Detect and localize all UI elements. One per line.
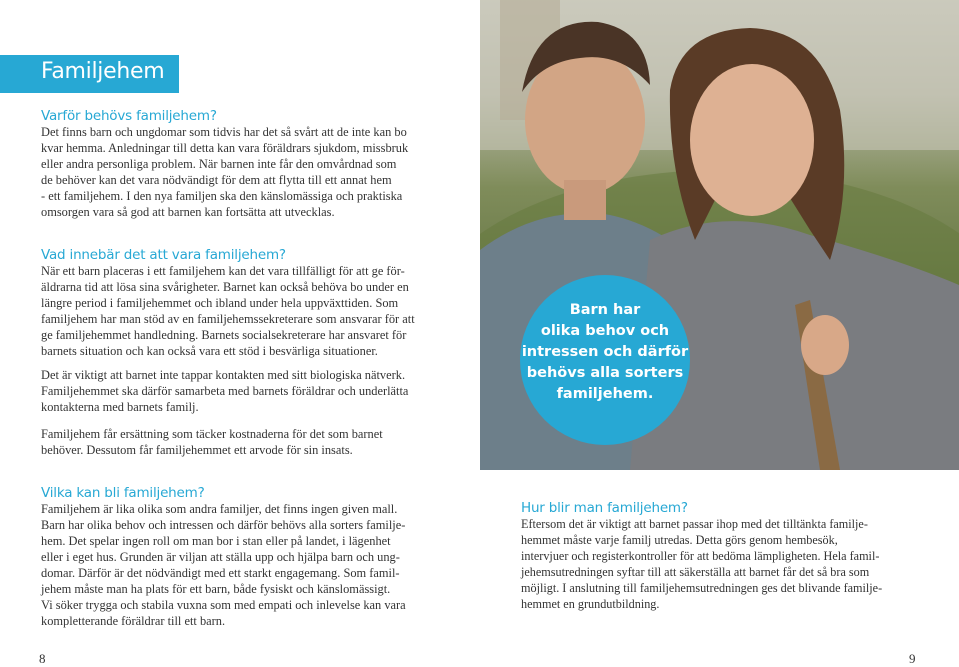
heading-what: Vad innebär det att vara familjehem?	[41, 247, 286, 263]
text-line: Det är viktigt att barnet inte tappar kontakten med sitt biologiska nätverk.	[41, 368, 406, 382]
callout-line: olika behov och	[540, 323, 670, 339]
text-line: jehem måste man ha plats för ett barn, både fysiskt och känslomässigt.	[41, 582, 391, 596]
text-line: behöver. Dessutom får familjehemmet ett arvode för sin insats.	[41, 443, 353, 457]
text-line: ge familjehemmet handledning. Barnets socialsekreterare har ansvaret för	[41, 328, 407, 342]
section-title-banner	[0, 55, 179, 93]
callout-line: familjehem.	[556, 386, 654, 402]
text-line: När ett barn placeras i ett familjehem kan det vara tillfälligt för att ge för-	[41, 264, 405, 278]
heading-why: Varför behövs familjehem?	[41, 108, 217, 124]
text-line: de behöver kan det vara nödvändigt för dem att flytta till ett annat hem	[41, 173, 392, 187]
heading-how: Hur blir man familjehem?	[521, 500, 688, 516]
page-number-left: 8	[39, 651, 46, 666]
page-number-right: 9	[909, 651, 916, 666]
text-line: hemmet måste varje familj utredas. Detta görs genom hembesök,	[521, 533, 838, 547]
callout-bubble	[520, 275, 690, 445]
text-line: kompletterande föräldrar till ett barn.	[41, 614, 226, 628]
text-line: Eftersom det är viktigt att barnet passar ihop med det tilltänkta familje-	[521, 517, 868, 531]
heading-who: Vilka kan bli familjehem?	[41, 485, 205, 501]
text-line: Familjehem är lika olika som andra familjer, det finns ingen given mall.	[41, 502, 398, 516]
text-line: Det finns barn och ungdomar som tidvis har det så svårt att de inte kan bo	[41, 125, 407, 139]
text-line: omsorgen vara så god att barnen kan fortsätta att utvecklas.	[41, 205, 335, 219]
paragraph-what-2	[41, 367, 408, 415]
paragraph-what-3	[41, 426, 383, 458]
paragraph-what-1	[41, 263, 415, 359]
text-line: - ett familjehem. I den nya familjen ska den känslomässiga och praktiska	[41, 189, 403, 203]
text-line: Vi söker trygga och stabila vuxna som med empati och inlevelse kan vara	[41, 598, 406, 612]
text-line: Barn har olika behov och intressen och därför behövs alla sorters familje-	[41, 518, 406, 532]
text-line: barnets situation och kan också vara ett stöd i besvärliga situationer.	[41, 344, 378, 358]
text-line: kvar hemma. Anledningar till detta kan vara föräldrars sjukdom, missbruk	[41, 141, 409, 155]
text-line: jehemsutredningen syftar till att säkerställa att barnet får det så bra som	[521, 565, 870, 579]
text-line: Familjehemmet ska därför samarbeta med barnets föräldrar och underlätta	[41, 384, 409, 398]
text-line: längre period i familjehemmet och ibland under hela uppväxttiden. Som	[41, 296, 399, 310]
text-line: äldrarna tid att lösa sina svårigheter. Barnet kan också behöva bo under en	[41, 280, 409, 294]
callout-line: intressen och därför	[521, 344, 689, 360]
paragraph-why	[41, 124, 408, 220]
text-line: eller i eget hus. Grunden är viljan att ställa upp och hjälpa barn och ung-	[41, 550, 400, 564]
text-line: domar. Därför är det nödvändigt med ett starkt engagemang. Som famil-	[41, 566, 400, 580]
callout-line: behövs alla sorters	[526, 365, 684, 381]
paragraph-who	[41, 501, 406, 629]
text-line: hemmet en grundutbildning.	[521, 597, 660, 611]
text-line: Familjehem får ersättning som täcker kostnaderna för det som barnet	[41, 427, 383, 441]
paragraph-how	[521, 516, 882, 612]
text-line: kontakterna med barnets familj.	[41, 400, 199, 414]
text-line: hem. Det spelar ingen roll om man bor i stan eller på landet, i lägenhet	[41, 534, 391, 548]
callout-line: Barn har	[569, 302, 641, 318]
text-line: familjehem har man stöd av en familjehemssekreterare som ansvarar för att	[41, 312, 415, 326]
text-line: möjligt. I anslutning till familjehemsutredningen ges det blivande familje-	[521, 581, 883, 595]
text-line: intervjuer och registerkontroller för att bedöma lämpligheten. Hela famil-	[521, 549, 880, 563]
text-line: eller andra personliga problem. När barnen inte får den omvårdnad som	[41, 157, 397, 171]
section-title: Familjehem	[41, 59, 165, 84]
